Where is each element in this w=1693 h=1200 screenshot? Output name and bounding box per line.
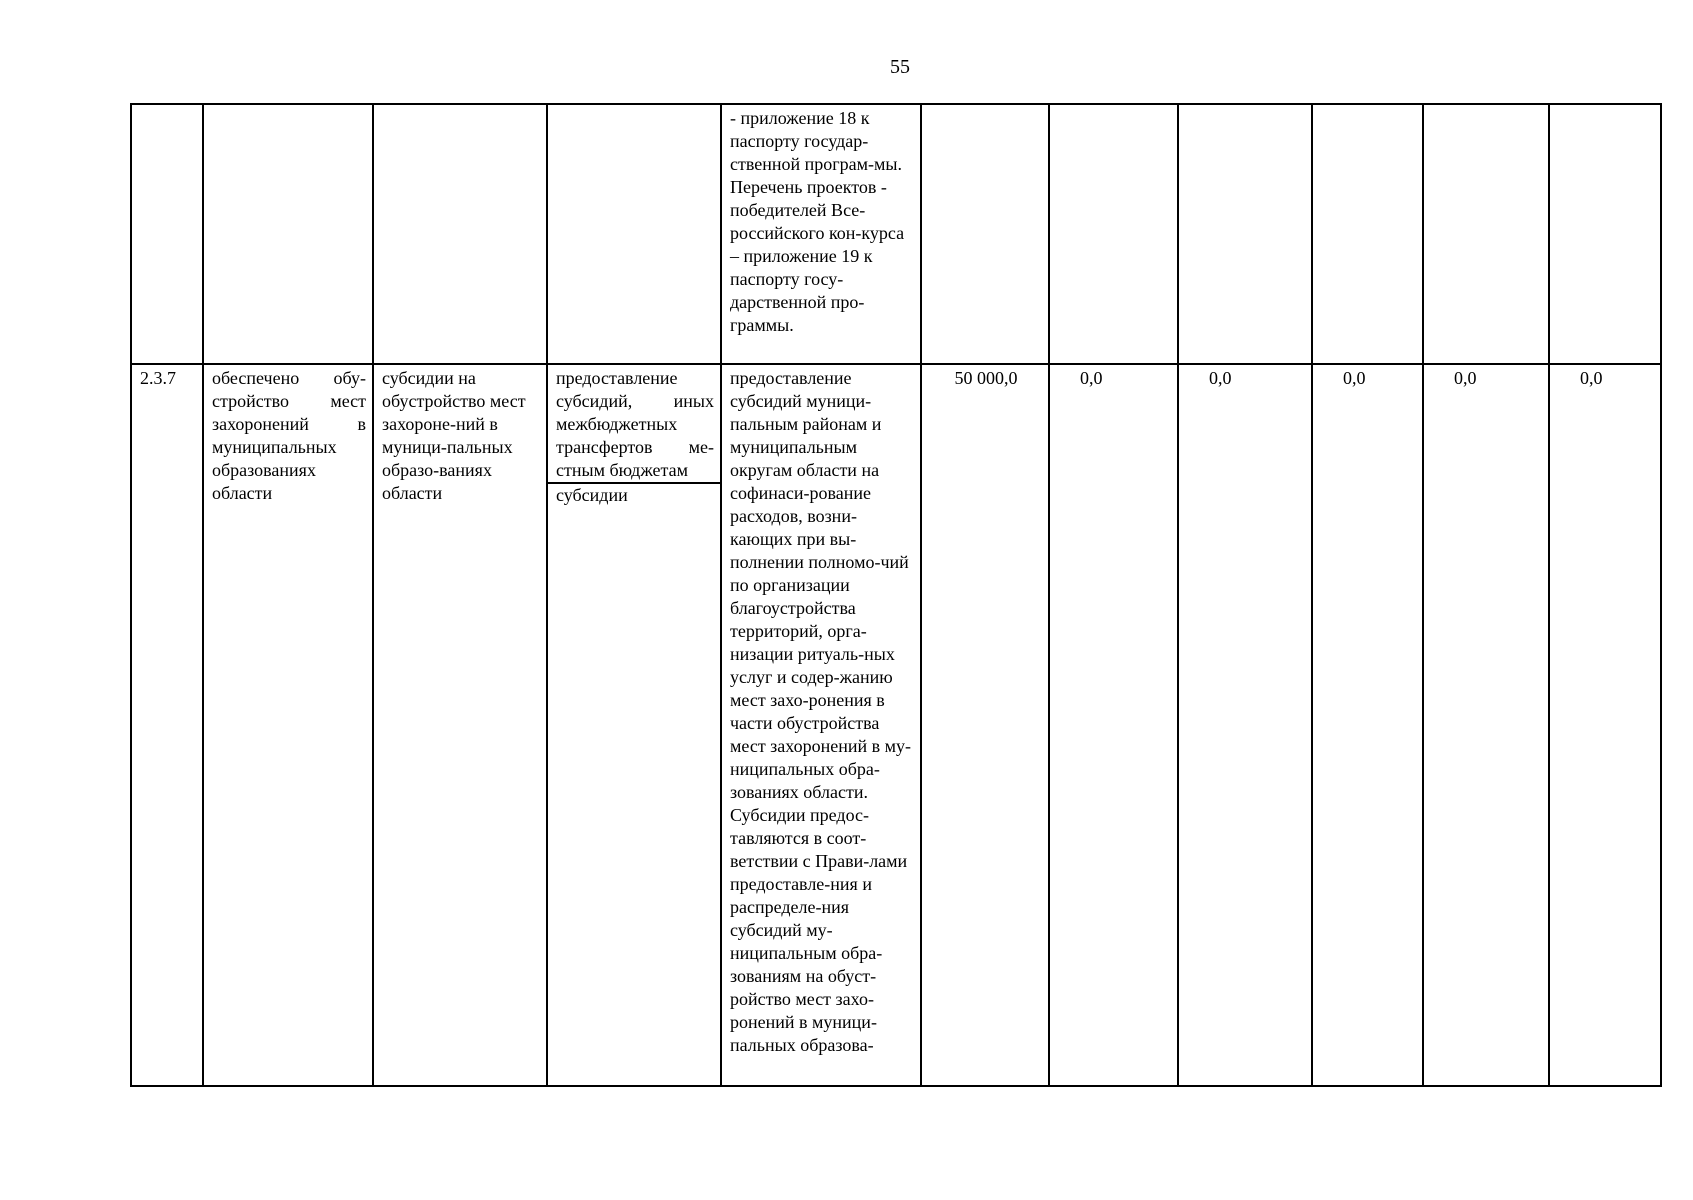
cell-code: [131, 104, 203, 364]
cell-description: [721, 364, 921, 1086]
cell-result: обеспечено обу-стройство мест захоронений в муниципальных образованиях области: [203, 364, 373, 1086]
description-text: предоставление субсидий муници-пальным районам и муниципальным округам области на софинаси-рование расходов, возни-кающих при вы-полнении полномо-чий по организации благоустройства территорий, орга-низации ритуаль-ных услуг и содер-жанию мест захо-ронения в части обустройства мест захоронений в му-ниципальных обра-зованиях области. Субсидии предос-тавляются в соот-ветствии с Прави-лами предоставле-ния и распределе-ния субсидий му-ниципальным обра-зованиям на обуст-ройство мест захо-ронений в муници-пальных образова-: [730, 368, 912, 1055]
cell-result: [203, 104, 373, 364]
description-text: - приложение 18 к паспорту государ-ственной програм-мы. Перечень проектов - победителей Все-российского кон-курса – приложение 19 к паспорту госу-дарственной про-граммы.: [730, 108, 905, 335]
cell-value-2: 0,0: [1049, 364, 1178, 1086]
cell-type-sub: субсидии: [556, 485, 628, 505]
program-table: [130, 103, 1662, 1087]
cell-type: [547, 104, 721, 364]
cell-description: [721, 104, 921, 364]
cell-value-5: 0,0: [1423, 364, 1549, 1086]
cell-value-3: [1178, 104, 1312, 364]
cell-value-6: 0,0: [1549, 364, 1661, 1086]
cell-type-main: предоставление субсидий, иных межбюджетных трансфертов ме-стным бюджетам: [548, 367, 720, 484]
cell-value-2: [1049, 104, 1178, 364]
cell-name: субсидии на обустройство мест захороне-ний в муници-пальных образо-ваниях области: [373, 364, 547, 1086]
page-number: 55: [890, 56, 910, 78]
cell-value-6: [1549, 104, 1661, 364]
cell-value-3: 0,0: [1178, 364, 1312, 1086]
table-row: [131, 364, 1661, 1086]
cell-value-4: 0,0: [1312, 364, 1423, 1086]
cell-value-4: [1312, 104, 1423, 364]
cell-value-5: [1423, 104, 1549, 364]
cell-name: [373, 104, 547, 364]
table-row: [131, 104, 1661, 364]
cell-code: 2.3.7: [131, 364, 203, 1086]
cell-type: [547, 364, 721, 1086]
cell-value-1: [921, 104, 1049, 364]
cell-value-1: 50 000,0: [921, 364, 1049, 1086]
